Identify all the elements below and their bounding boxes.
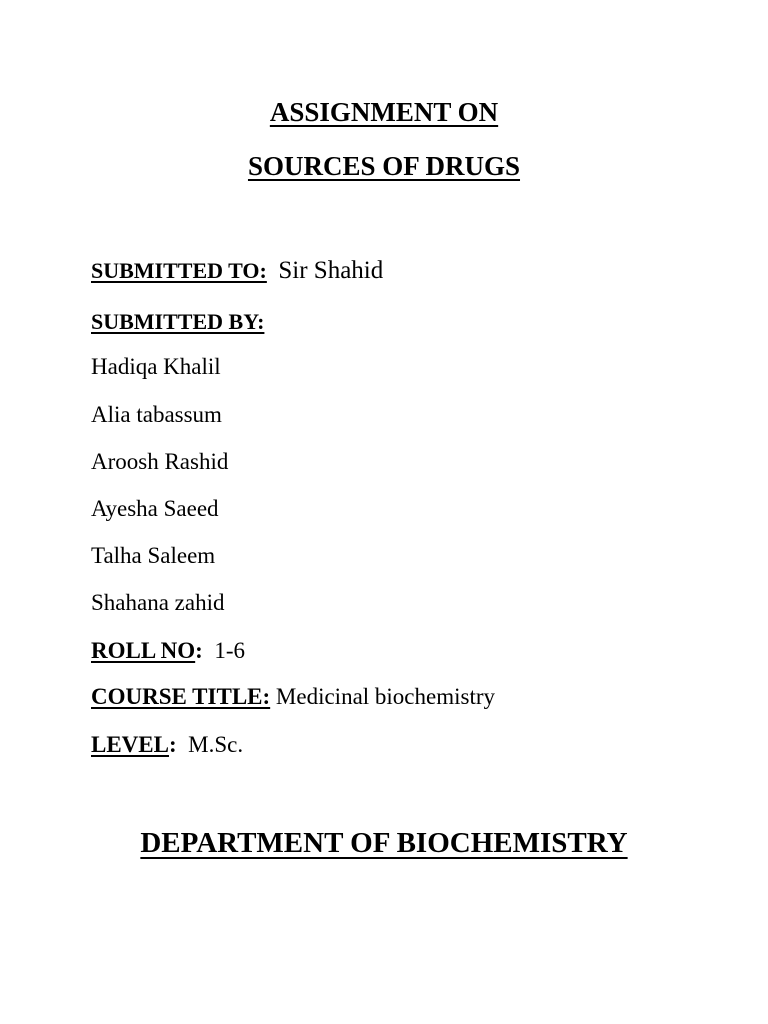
submitted-to-row [91, 257, 383, 285]
submitter-name-text: Shahana zahid [91, 590, 225, 615]
title-line-2 [0, 150, 768, 182]
course-title-label: COURSE TITLE: [91, 684, 271, 709]
department-heading-text: DEPARTMENT OF BIOCHEMISTRY [140, 827, 628, 859]
submitter-name-text: Alia tabassum [91, 402, 222, 427]
level-value: M.Sc. [188, 732, 244, 757]
level-row [91, 731, 243, 759]
submitter-name-text: Aroosh Rashid [91, 449, 229, 474]
level-label: LEVEL [91, 732, 169, 757]
course-title-row [91, 683, 495, 711]
submitter-name [91, 448, 228, 476]
submitted-by-label: SUBMITTED BY: [91, 309, 265, 334]
title-line-2-text: SOURCES OF DRUGS [247, 151, 521, 181]
submitted-to-value: Sir Shahid [278, 257, 384, 284]
submitter-name-text: Hadiqa Khalil [91, 354, 221, 379]
submitter-name-text: Ayesha Saeed [91, 496, 219, 521]
submitter-name [91, 589, 224, 617]
level-colon: : [168, 732, 177, 757]
title-line-1 [0, 96, 768, 128]
roll-no-colon: : [195, 638, 203, 663]
submitter-name-text: Talha Saleem [91, 543, 216, 568]
submitted-by-row [91, 308, 264, 336]
submitter-name [91, 542, 215, 570]
department-heading [0, 826, 768, 860]
submitter-name [91, 353, 221, 381]
course-title-value: Medicinal biochemistry [275, 684, 496, 709]
submitter-name [91, 495, 219, 523]
roll-no-value: 1-6 [214, 638, 246, 663]
submitter-name [91, 401, 222, 429]
roll-no-label: ROLL NO [91, 638, 196, 663]
submitted-to-label: SUBMITTED TO: [91, 258, 267, 283]
roll-no-row [91, 637, 245, 665]
title-line-1-text: ASSIGNMENT ON [269, 97, 499, 127]
